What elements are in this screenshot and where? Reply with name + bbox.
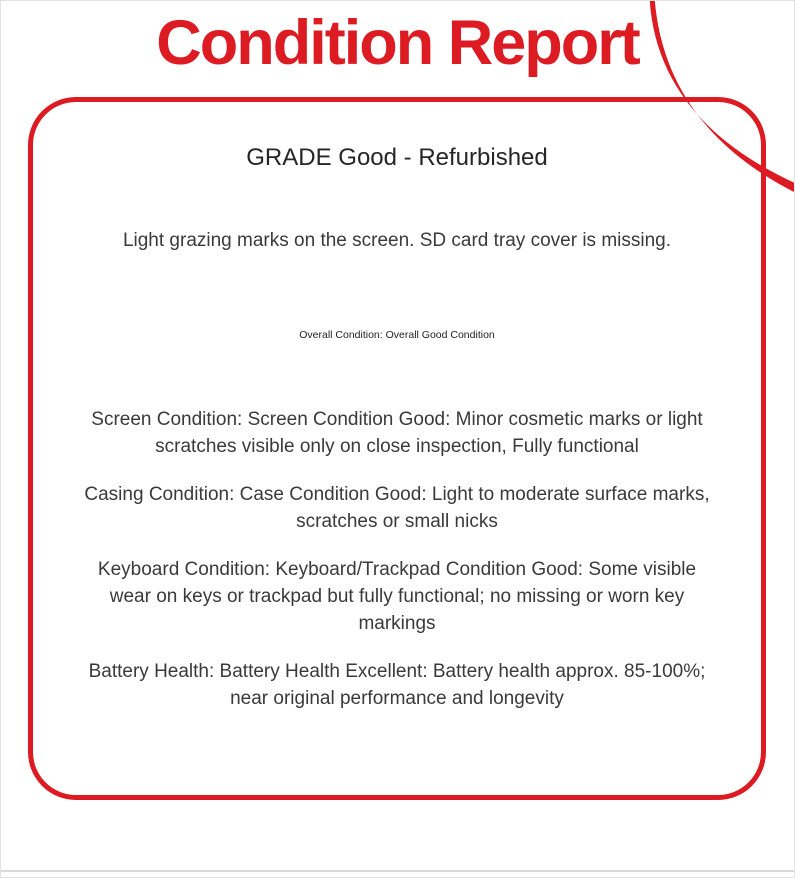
condition-item-screen: Screen Condition: Screen Condition Good: Minor cosmetic marks or light scratches visible only on close inspection, Fully functional	[91, 409, 703, 457]
page-title: Condition Report	[156, 8, 639, 78]
report-box	[28, 97, 766, 800]
condition-item-keyboard: Keyboard Condition: Keyboard/Trackpad Condition Good: Some visible wear on keys or trackpad but fully functional; no missing or worn key markings	[97, 559, 697, 634]
condition-list	[75, 406, 719, 733]
condition-item-battery: Battery Health: Battery Health Excellent: Battery health approx. 85-100%; near original performance and longevity	[88, 661, 706, 709]
condition-item-casing: Casing Condition: Case Condition Good: Light to moderate surface marks, scratches or small nicks	[84, 484, 710, 532]
condition-summary: Light grazing marks on the screen. SD card tray cover is missing.	[122, 230, 672, 251]
page-bottom-edge	[0, 870, 795, 872]
overall-condition-line: Overall Condition: Overall Good Condition	[299, 329, 495, 341]
grade-heading: GRADE Good - Refurbished	[246, 144, 548, 171]
